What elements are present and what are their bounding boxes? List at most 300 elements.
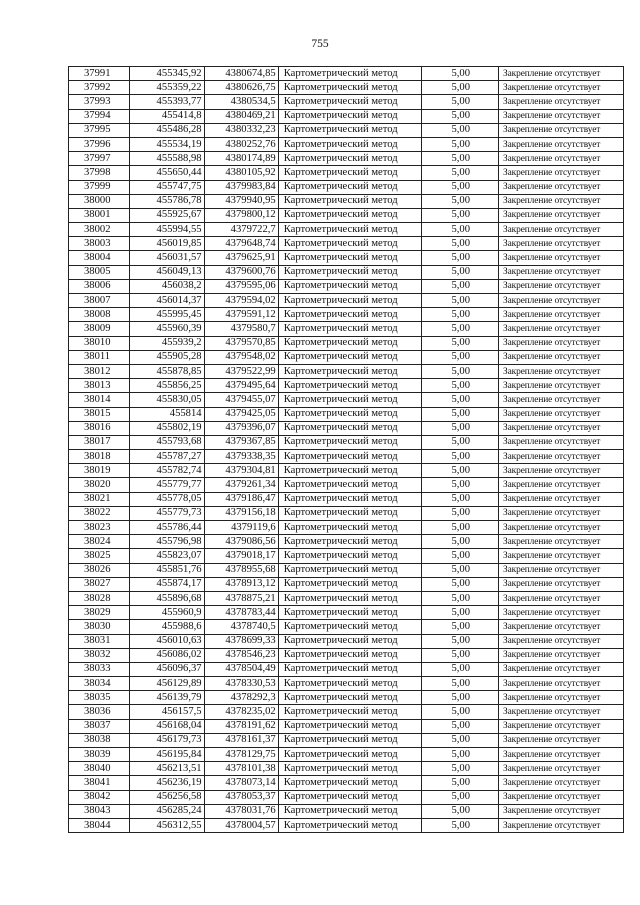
x-coordinate-cell: 455939,2 <box>130 336 204 350</box>
point-number-cell: 38024 <box>69 535 130 549</box>
table-row <box>69 322 624 336</box>
x-coordinate-cell: 455786,78 <box>130 194 204 208</box>
table-row <box>69 435 624 449</box>
accuracy-cell: 5,00 <box>421 634 498 648</box>
x-coordinate-cell: 456086,02 <box>130 648 204 662</box>
point-number-cell: 38029 <box>69 606 130 620</box>
point-number-cell: 37999 <box>69 180 130 194</box>
point-number-cell: 38035 <box>69 691 130 705</box>
y-coordinate-cell: 4379594,02 <box>204 294 278 308</box>
x-coordinate-cell: 456139,79 <box>130 691 204 705</box>
x-coordinate-cell: 455650,44 <box>130 166 204 180</box>
table-row <box>69 265 624 279</box>
accuracy-cell: 5,00 <box>421 662 498 676</box>
fixation-cell: Закрепление отсутствует <box>499 634 624 648</box>
method-cell: Картометрический метод <box>278 208 421 222</box>
method-cell: Картометрический метод <box>278 336 421 350</box>
table-row <box>69 379 624 393</box>
y-coordinate-cell: 4379086,56 <box>204 535 278 549</box>
table-row <box>69 776 624 790</box>
point-number-cell: 38006 <box>69 279 130 293</box>
table-row <box>69 549 624 563</box>
method-cell: Картометрический метод <box>278 67 421 81</box>
accuracy-cell: 5,00 <box>421 137 498 151</box>
point-number-cell: 38022 <box>69 506 130 520</box>
table-row <box>69 492 624 506</box>
method-cell: Картометрический метод <box>278 194 421 208</box>
table-row <box>69 95 624 109</box>
method-cell: Картометрический метод <box>278 308 421 322</box>
x-coordinate-cell: 456014,37 <box>130 294 204 308</box>
method-cell: Картометрический метод <box>278 478 421 492</box>
table-row <box>69 790 624 804</box>
x-coordinate-cell: 456019,85 <box>130 237 204 251</box>
point-number-cell: 38028 <box>69 591 130 605</box>
method-cell: Картометрический метод <box>278 435 421 449</box>
point-number-cell: 38019 <box>69 464 130 478</box>
table-body <box>69 67 624 833</box>
method-cell: Картометрический метод <box>278 733 421 747</box>
x-coordinate-cell: 455486,28 <box>130 123 204 137</box>
y-coordinate-cell: 4379495,64 <box>204 379 278 393</box>
fixation-cell: Закрепление отсутствует <box>499 776 624 790</box>
y-coordinate-cell: 4378053,37 <box>204 790 278 804</box>
y-coordinate-cell: 4378235,02 <box>204 705 278 719</box>
y-coordinate-cell: 4380534,5 <box>204 95 278 109</box>
accuracy-cell: 5,00 <box>421 648 498 662</box>
fixation-cell: Закрепление отсутствует <box>499 152 624 166</box>
table-row <box>69 762 624 776</box>
fixation-cell: Закрепление отсутствует <box>499 705 624 719</box>
point-number-cell: 38007 <box>69 294 130 308</box>
y-coordinate-cell: 4379186,47 <box>204 492 278 506</box>
fixation-cell: Закрепление отсутствует <box>499 364 624 378</box>
y-coordinate-cell: 4378783,44 <box>204 606 278 620</box>
y-coordinate-cell: 4379722,7 <box>204 223 278 237</box>
method-cell: Картометрический метод <box>278 294 421 308</box>
fixation-cell: Закрепление отсутствует <box>499 620 624 634</box>
y-coordinate-cell: 4379600,76 <box>204 265 278 279</box>
fixation-cell: Закрепление отсутствует <box>499 662 624 676</box>
fixation-cell: Закрепление отсутствует <box>499 591 624 605</box>
y-coordinate-cell: 4379800,12 <box>204 208 278 222</box>
y-coordinate-cell: 4379595,06 <box>204 279 278 293</box>
fixation-cell: Закрепление отсутствует <box>499 733 624 747</box>
accuracy-cell: 5,00 <box>421 294 498 308</box>
method-cell: Картометрический метод <box>278 407 421 421</box>
accuracy-cell: 5,00 <box>421 180 498 194</box>
accuracy-cell: 5,00 <box>421 535 498 549</box>
accuracy-cell: 5,00 <box>421 577 498 591</box>
table-row <box>69 606 624 620</box>
accuracy-cell: 5,00 <box>421 492 498 506</box>
method-cell: Картометрический метод <box>278 762 421 776</box>
point-number-cell: 38004 <box>69 251 130 265</box>
point-number-cell: 37994 <box>69 109 130 123</box>
fixation-cell: Закрепление отсутствует <box>499 109 624 123</box>
point-number-cell: 38025 <box>69 549 130 563</box>
method-cell: Картометрический метод <box>278 591 421 605</box>
x-coordinate-cell: 455779,73 <box>130 506 204 520</box>
y-coordinate-cell: 4378875,21 <box>204 591 278 605</box>
fixation-cell: Закрепление отсутствует <box>499 421 624 435</box>
table-row <box>69 521 624 535</box>
y-coordinate-cell: 4378129,75 <box>204 748 278 762</box>
accuracy-cell: 5,00 <box>421 208 498 222</box>
table-row <box>69 620 624 634</box>
point-number-cell: 38044 <box>69 818 130 832</box>
x-coordinate-cell: 456179,73 <box>130 733 204 747</box>
fixation-cell: Закрепление отсутствует <box>499 492 624 506</box>
fixation-cell: Закрепление отсутствует <box>499 790 624 804</box>
accuracy-cell: 5,00 <box>421 705 498 719</box>
table-row <box>69 748 624 762</box>
point-number-cell: 38011 <box>69 350 130 364</box>
point-number-cell: 37991 <box>69 67 130 81</box>
method-cell: Картометрический метод <box>278 506 421 520</box>
accuracy-cell: 5,00 <box>421 95 498 109</box>
point-number-cell: 38032 <box>69 648 130 662</box>
y-coordinate-cell: 4379455,07 <box>204 393 278 407</box>
method-cell: Картометрический метод <box>278 364 421 378</box>
method-cell: Картометрический метод <box>278 81 421 95</box>
method-cell: Картометрический метод <box>278 521 421 535</box>
table-row <box>69 818 624 832</box>
accuracy-cell: 5,00 <box>421 748 498 762</box>
accuracy-cell: 5,00 <box>421 733 498 747</box>
fixation-cell: Закрепление отсутствует <box>499 67 624 81</box>
x-coordinate-cell: 455830,05 <box>130 393 204 407</box>
accuracy-cell: 5,00 <box>421 407 498 421</box>
method-cell: Картометрический метод <box>278 393 421 407</box>
fixation-cell: Закрепление отсутствует <box>499 521 624 535</box>
accuracy-cell: 5,00 <box>421 350 498 364</box>
fixation-cell: Закрепление отсутствует <box>499 435 624 449</box>
accuracy-cell: 5,00 <box>421 818 498 832</box>
fixation-cell: Закрепление отсутствует <box>499 563 624 577</box>
point-number-cell: 38037 <box>69 719 130 733</box>
x-coordinate-cell: 455874,17 <box>130 577 204 591</box>
y-coordinate-cell: 4379338,35 <box>204 450 278 464</box>
accuracy-cell: 5,00 <box>421 336 498 350</box>
accuracy-cell: 5,00 <box>421 620 498 634</box>
table-row <box>69 364 624 378</box>
fixation-cell: Закрепление отсутствует <box>499 123 624 137</box>
fixation-cell: Закрепление отсутствует <box>499 719 624 733</box>
fixation-cell: Закрепление отсутствует <box>499 223 624 237</box>
table-row <box>69 350 624 364</box>
point-number-cell: 38034 <box>69 677 130 691</box>
x-coordinate-cell: 455359,22 <box>130 81 204 95</box>
y-coordinate-cell: 4380252,76 <box>204 137 278 151</box>
point-number-cell: 38031 <box>69 634 130 648</box>
point-number-cell: 37995 <box>69 123 130 137</box>
method-cell: Картометрический метод <box>278 322 421 336</box>
x-coordinate-cell: 456213,51 <box>130 762 204 776</box>
y-coordinate-cell: 4378073,14 <box>204 776 278 790</box>
table-row <box>69 81 624 95</box>
table-row <box>69 152 624 166</box>
y-coordinate-cell: 4378292,3 <box>204 691 278 705</box>
accuracy-cell: 5,00 <box>421 719 498 733</box>
x-coordinate-cell: 455925,67 <box>130 208 204 222</box>
fixation-cell: Закрепление отсутствует <box>499 464 624 478</box>
x-coordinate-cell: 455851,76 <box>130 563 204 577</box>
x-coordinate-cell: 456236,19 <box>130 776 204 790</box>
accuracy-cell: 5,00 <box>421 790 498 804</box>
table-row <box>69 137 624 151</box>
accuracy-cell: 5,00 <box>421 308 498 322</box>
point-number-cell: 38002 <box>69 223 130 237</box>
table-row <box>69 705 624 719</box>
table-row <box>69 180 624 194</box>
accuracy-cell: 5,00 <box>421 123 498 137</box>
method-cell: Картометрический метод <box>278 464 421 478</box>
table-row <box>69 662 624 676</box>
fixation-cell: Закрепление отсутствует <box>499 748 624 762</box>
method-cell: Картометрический метод <box>278 691 421 705</box>
x-coordinate-cell: 456312,55 <box>130 818 204 832</box>
method-cell: Картометрический метод <box>278 705 421 719</box>
y-coordinate-cell: 4379648,74 <box>204 237 278 251</box>
x-coordinate-cell: 455823,07 <box>130 549 204 563</box>
method-cell: Картометрический метод <box>278 563 421 577</box>
y-coordinate-cell: 4379591,12 <box>204 308 278 322</box>
point-number-cell: 38005 <box>69 265 130 279</box>
point-number-cell: 38017 <box>69 435 130 449</box>
x-coordinate-cell: 455995,45 <box>130 308 204 322</box>
y-coordinate-cell: 4379119,6 <box>204 521 278 535</box>
accuracy-cell: 5,00 <box>421 776 498 790</box>
table-row <box>69 648 624 662</box>
point-number-cell: 38012 <box>69 364 130 378</box>
y-coordinate-cell: 4379396,07 <box>204 421 278 435</box>
x-coordinate-cell: 456031,57 <box>130 251 204 265</box>
accuracy-cell: 5,00 <box>421 606 498 620</box>
fixation-cell: Закрепление отсутствует <box>499 691 624 705</box>
x-coordinate-cell: 455778,05 <box>130 492 204 506</box>
point-number-cell: 38000 <box>69 194 130 208</box>
table-row <box>69 407 624 421</box>
table-row <box>69 308 624 322</box>
table-row <box>69 393 624 407</box>
table-row <box>69 223 624 237</box>
method-cell: Картометрический метод <box>278 450 421 464</box>
y-coordinate-cell: 4380332,23 <box>204 123 278 137</box>
method-cell: Картометрический метод <box>278 620 421 634</box>
point-number-cell: 38036 <box>69 705 130 719</box>
table-row <box>69 733 624 747</box>
y-coordinate-cell: 4379983,84 <box>204 180 278 194</box>
x-coordinate-cell: 455905,28 <box>130 350 204 364</box>
y-coordinate-cell: 4380469,21 <box>204 109 278 123</box>
point-number-cell: 38040 <box>69 762 130 776</box>
fixation-cell: Закрепление отсутствует <box>499 81 624 95</box>
point-number-cell: 37996 <box>69 137 130 151</box>
x-coordinate-cell: 455786,44 <box>130 521 204 535</box>
x-coordinate-cell: 455793,68 <box>130 435 204 449</box>
table-row <box>69 194 624 208</box>
fixation-cell: Закрепление отсутствует <box>499 279 624 293</box>
x-coordinate-cell: 455878,85 <box>130 364 204 378</box>
fixation-cell: Закрепление отсутствует <box>499 577 624 591</box>
accuracy-cell: 5,00 <box>421 223 498 237</box>
y-coordinate-cell: 4378740,5 <box>204 620 278 634</box>
y-coordinate-cell: 4378004,57 <box>204 818 278 832</box>
x-coordinate-cell: 456157,5 <box>130 705 204 719</box>
point-number-cell: 38021 <box>69 492 130 506</box>
point-number-cell: 38026 <box>69 563 130 577</box>
x-coordinate-cell: 455345,92 <box>130 67 204 81</box>
y-coordinate-cell: 4379940,95 <box>204 194 278 208</box>
method-cell: Картометрический метод <box>278 137 421 151</box>
fixation-cell: Закрепление отсутствует <box>499 804 624 818</box>
fixation-cell: Закрепление отсутствует <box>499 265 624 279</box>
method-cell: Картометрический метод <box>278 265 421 279</box>
y-coordinate-cell: 4379625,91 <box>204 251 278 265</box>
point-number-cell: 38043 <box>69 804 130 818</box>
method-cell: Картометрический метод <box>278 223 421 237</box>
point-number-cell: 38023 <box>69 521 130 535</box>
y-coordinate-cell: 4379304,81 <box>204 464 278 478</box>
fixation-cell: Закрепление отсутствует <box>499 478 624 492</box>
accuracy-cell: 5,00 <box>421 379 498 393</box>
table-row <box>69 336 624 350</box>
y-coordinate-cell: 4380674,85 <box>204 67 278 81</box>
accuracy-cell: 5,00 <box>421 421 498 435</box>
method-cell: Картометрический метод <box>278 677 421 691</box>
y-coordinate-cell: 4378699,33 <box>204 634 278 648</box>
method-cell: Картометрический метод <box>278 166 421 180</box>
point-number-cell: 38013 <box>69 379 130 393</box>
table-row <box>69 804 624 818</box>
point-number-cell: 38030 <box>69 620 130 634</box>
y-coordinate-cell: 4379580,7 <box>204 322 278 336</box>
method-cell: Картометрический метод <box>278 421 421 435</box>
x-coordinate-cell: 455856,25 <box>130 379 204 393</box>
y-coordinate-cell: 4378031,76 <box>204 804 278 818</box>
table-row <box>69 634 624 648</box>
point-number-cell: 37998 <box>69 166 130 180</box>
fixation-cell: Закрепление отсутствует <box>499 322 624 336</box>
method-cell: Картометрический метод <box>278 577 421 591</box>
accuracy-cell: 5,00 <box>421 194 498 208</box>
accuracy-cell: 5,00 <box>421 152 498 166</box>
table-row <box>69 506 624 520</box>
fixation-cell: Закрепление отсутствует <box>499 208 624 222</box>
y-coordinate-cell: 4378546,23 <box>204 648 278 662</box>
method-cell: Картометрический метод <box>278 748 421 762</box>
point-number-cell: 38041 <box>69 776 130 790</box>
accuracy-cell: 5,00 <box>421 279 498 293</box>
x-coordinate-cell: 455414,8 <box>130 109 204 123</box>
fixation-cell: Закрепление отсутствует <box>499 450 624 464</box>
x-coordinate-cell: 456096,37 <box>130 662 204 676</box>
table-row <box>69 719 624 733</box>
point-number-cell: 38027 <box>69 577 130 591</box>
x-coordinate-cell: 455994,55 <box>130 223 204 237</box>
method-cell: Картометрический метод <box>278 719 421 733</box>
x-coordinate-cell: 455802,19 <box>130 421 204 435</box>
table-row <box>69 109 624 123</box>
y-coordinate-cell: 4378191,62 <box>204 719 278 733</box>
point-number-cell: 38033 <box>69 662 130 676</box>
table-row <box>69 450 624 464</box>
table-row <box>69 166 624 180</box>
fixation-cell: Закрепление отсутствует <box>499 648 624 662</box>
fixation-cell: Закрепление отсутствует <box>499 194 624 208</box>
accuracy-cell: 5,00 <box>421 563 498 577</box>
x-coordinate-cell: 455814 <box>130 407 204 421</box>
x-coordinate-cell: 456049,13 <box>130 265 204 279</box>
point-number-cell: 38015 <box>69 407 130 421</box>
method-cell: Картометрический метод <box>278 180 421 194</box>
x-coordinate-cell: 456285,24 <box>130 804 204 818</box>
y-coordinate-cell: 4378504,49 <box>204 662 278 676</box>
point-number-cell: 38014 <box>69 393 130 407</box>
x-coordinate-cell: 455960,9 <box>130 606 204 620</box>
method-cell: Картометрический метод <box>278 535 421 549</box>
method-cell: Картометрический метод <box>278 251 421 265</box>
table-row <box>69 421 624 435</box>
accuracy-cell: 5,00 <box>421 677 498 691</box>
y-coordinate-cell: 4379425,05 <box>204 407 278 421</box>
accuracy-cell: 5,00 <box>421 81 498 95</box>
table-row <box>69 279 624 293</box>
y-coordinate-cell: 4379261,34 <box>204 478 278 492</box>
method-cell: Картометрический метод <box>278 790 421 804</box>
method-cell: Картометрический метод <box>278 152 421 166</box>
y-coordinate-cell: 4378330,53 <box>204 677 278 691</box>
accuracy-cell: 5,00 <box>421 762 498 776</box>
x-coordinate-cell: 455988,6 <box>130 620 204 634</box>
fixation-cell: Закрепление отсутствует <box>499 137 624 151</box>
fixation-cell: Закрепление отсутствует <box>499 237 624 251</box>
fixation-cell: Закрепление отсутствует <box>499 180 624 194</box>
y-coordinate-cell: 4378161,37 <box>204 733 278 747</box>
accuracy-cell: 5,00 <box>421 521 498 535</box>
accuracy-cell: 5,00 <box>421 591 498 605</box>
accuracy-cell: 5,00 <box>421 804 498 818</box>
accuracy-cell: 5,00 <box>421 450 498 464</box>
point-number-cell: 38001 <box>69 208 130 222</box>
fixation-cell: Закрепление отсутствует <box>499 762 624 776</box>
method-cell: Картометрический метод <box>278 123 421 137</box>
accuracy-cell: 5,00 <box>421 166 498 180</box>
accuracy-cell: 5,00 <box>421 435 498 449</box>
table-row <box>69 577 624 591</box>
y-coordinate-cell: 4380174,89 <box>204 152 278 166</box>
fixation-cell: Закрепление отсутствует <box>499 251 624 265</box>
accuracy-cell: 5,00 <box>421 549 498 563</box>
accuracy-cell: 5,00 <box>421 237 498 251</box>
accuracy-cell: 5,00 <box>421 393 498 407</box>
x-coordinate-cell: 456129,89 <box>130 677 204 691</box>
method-cell: Картометрический метод <box>278 279 421 293</box>
point-number-cell: 38003 <box>69 237 130 251</box>
fixation-cell: Закрепление отсутствует <box>499 506 624 520</box>
fixation-cell: Закрепление отсутствует <box>499 677 624 691</box>
point-number-cell: 38008 <box>69 308 130 322</box>
point-number-cell: 38010 <box>69 336 130 350</box>
method-cell: Картометрический метод <box>278 492 421 506</box>
x-coordinate-cell: 455787,27 <box>130 450 204 464</box>
point-number-cell: 38016 <box>69 421 130 435</box>
method-cell: Картометрический метод <box>278 237 421 251</box>
table-row <box>69 251 624 265</box>
x-coordinate-cell: 455896,68 <box>130 591 204 605</box>
x-coordinate-cell: 456168,04 <box>130 719 204 733</box>
